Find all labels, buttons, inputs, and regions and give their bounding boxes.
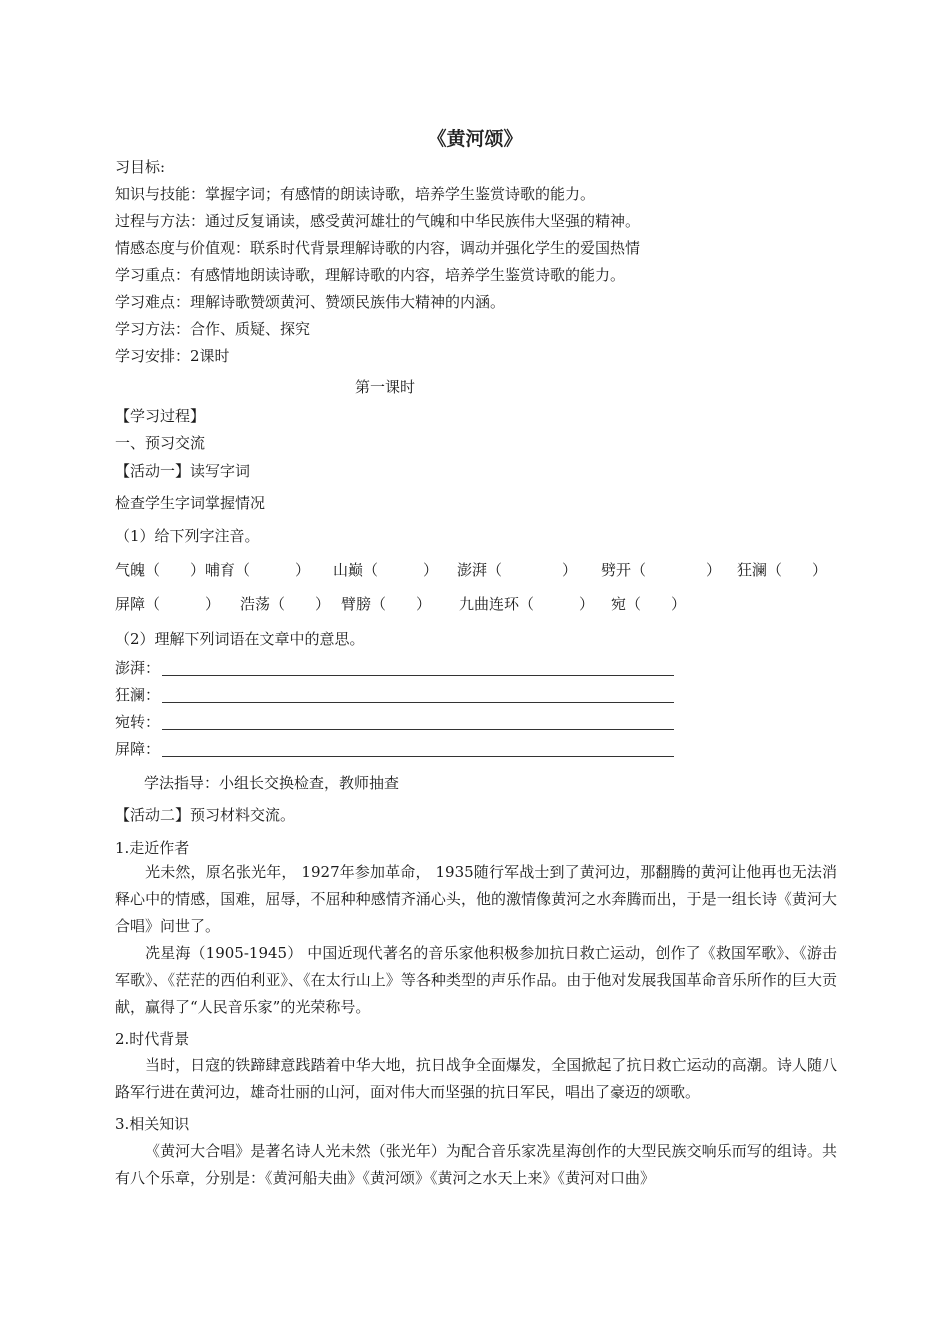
pinyin-item: 臂膀（ ） — [341, 595, 432, 613]
study-guide: 学法指导：小组长交换检查，教师抽查 — [144, 774, 400, 792]
activity1-intro: 检查学生字词掌握情况 — [115, 494, 266, 512]
knowledge-paragraph: 《黄河大合唱》是著名诗人光未然（张光年）为配合音乐家冼星海创作的大型民族交响乐而写的组诗。共有八个乐章，分别是：《黄河船夫曲》《黄河颂》《黄河之水天上来》《黄河对口曲》 — [115, 1142, 837, 1187]
author-paragraph-2: 冼星海（1905-1945） 中国近现代著名的音乐家他积极参加抗日救亡运动，创作了《救国军歌》、《游击军歌》、《茫茫的西伯利亚》、《在太行山上》等各种类型的声乐作品。由于他对发展我国革命音乐所作的巨大贡献，赢得了“人民音乐家”的光荣称号。 — [115, 944, 837, 1016]
answer-line[interactable] — [162, 675, 674, 676]
difficulty: 学习难点：理解诗歌赞颂黄河、赞颂民族伟大精神的内涵。 — [115, 293, 506, 311]
pinyin-item: 九曲连环（ ） — [459, 595, 595, 613]
term-label: 宛转： — [115, 713, 161, 731]
question-2: （2）理解下列词语在文章中的意思。 — [115, 630, 365, 648]
pinyin-item: 山巅（ ） — [333, 561, 439, 579]
pinyin-item: 气魄（ ） — [115, 561, 206, 579]
study-method: 学习方法：合作、质疑、探究 — [115, 320, 311, 338]
pinyin-item: 狂澜（ ） — [737, 561, 828, 579]
key-points: 学习重点：有感情地朗读诗歌，理解诗歌的内容，培养学生鉴赏诗歌的能力。 — [115, 266, 626, 284]
term-label: 狂澜： — [115, 686, 161, 704]
pinyin-item: 浩荡（ ） — [240, 595, 331, 613]
pinyin-item: 屏障（ ） — [115, 595, 221, 613]
activity2-heading: 【活动二】预习材料交流。 — [115, 806, 296, 824]
answer-line[interactable] — [162, 702, 674, 703]
process-heading: 【学习过程】 — [115, 407, 206, 425]
answer-line[interactable] — [162, 729, 674, 730]
study-arrangement: 学习安排：2课时 — [115, 347, 230, 365]
activity1-heading: 【活动一】读写字词 — [115, 462, 251, 480]
objectives-heading: 习目标: — [115, 158, 166, 176]
section-title-background: 2.时代背景 — [115, 1030, 190, 1048]
pinyin-item: 宛（ ） — [611, 595, 687, 613]
pinyin-item: 澎湃（ ） — [457, 561, 578, 579]
document-title: 《黄河颂》 — [427, 128, 523, 150]
section-preview: 一、预习交流 — [115, 434, 206, 452]
question-1: （1）给下列字注音。 — [115, 527, 260, 545]
objective-knowledge: 知识与技能：掌握字词；有感情的朗读诗歌，培养学生鉴赏诗歌的能力。 — [115, 185, 596, 203]
answer-line[interactable] — [162, 756, 674, 757]
lesson-heading: 第一课时 — [354, 378, 415, 396]
term-label: 澎湃： — [115, 659, 161, 677]
pinyin-item: 劈开（ ） — [601, 561, 722, 579]
section-title-knowledge: 3.相关知识 — [115, 1115, 190, 1133]
author-paragraph-1: 光未然，原名张光年， 1927年参加革命， 1935随行军战士到了黄河边，那翻腾的黄河让他再也无法消释心中的情感，国难，屈辱，不屈种种感情齐涌心头，他的激情像黄河之水奔腾而出，于是一组长诗《黄河大合唱》问世了。 — [115, 863, 837, 935]
objective-process: 过程与方法：通过反复诵读，感受黄河雄壮的气魄和中华民族伟大坚强的精神。 — [115, 212, 641, 230]
pinyin-item: 哺育（ ） — [205, 561, 311, 579]
background-paragraph: 当时，日寇的铁蹄肆意践踏着中华大地，抗日战争全面爆发，全国掀起了抗日救亡运动的高潮。诗人随八路军行进在黄河边，雄奇壮丽的山河，面对伟大而坚强的抗日军民，唱出了豪迈的颂歌。 — [115, 1056, 837, 1101]
term-label: 屏障： — [115, 740, 161, 758]
objective-emotion: 情感态度与价值观：联系时代背景理解诗歌的内容，调动并强化学生的爱国热情 — [115, 239, 641, 257]
section-title-author: 1.走近作者 — [115, 839, 190, 857]
